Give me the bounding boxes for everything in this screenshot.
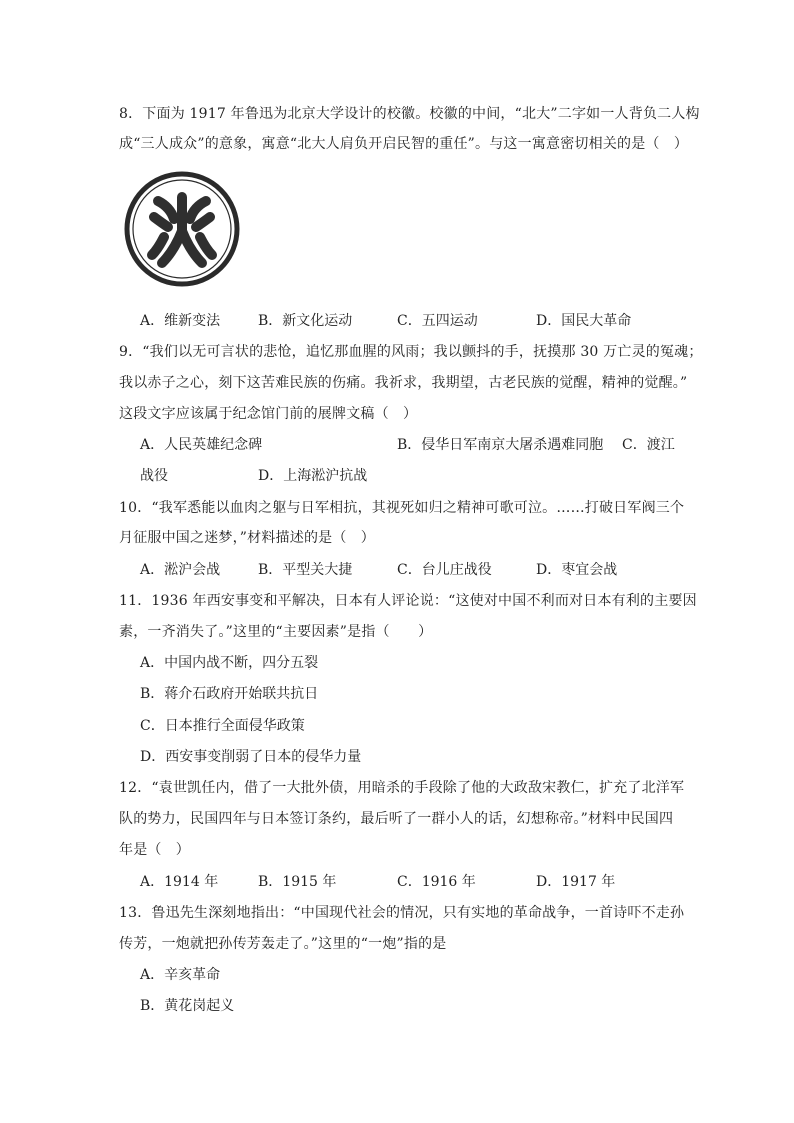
- q11-option-a: A．中国内战不断，四分五裂: [140, 655, 319, 671]
- q13-line-2: 传芳，一炮就把孙传芳轰走了。”这里的“一炮”指的是: [119, 936, 447, 952]
- q11-option-b: B．蒋介石政府开始联共抗日: [140, 686, 319, 702]
- q13-option-b: B．黄花岗起义: [140, 998, 235, 1014]
- q10-option-a: A．淞沪会战: [140, 562, 221, 578]
- q9-line-2: 我以赤子之心，刻下这苦难民族的伤痛。我祈求，我期望，古老民族的觉醒，精神的觉醒。”: [119, 375, 688, 391]
- q11-option-c: C．日本推行全面侵华政策: [140, 718, 305, 734]
- q9-option-b: B．侵华日军南京大屠杀遇难同胞: [397, 437, 604, 453]
- q8-line-1: 8．下面为 1917 年鲁迅为北京大学设计的校徽。校徽的中间，“北大”二字如一人背负二人构: [119, 106, 700, 122]
- q12-option-d: D．1917 年: [536, 874, 616, 890]
- q12-line-2: 队的势力，民国四年与日本签订条约，最后听了一群小人的话，幻想称帝。”材料中民国四: [119, 811, 674, 827]
- q8-option-b: B．新文化运动: [258, 313, 353, 329]
- q12-option-a: A．1914 年: [140, 874, 219, 890]
- q9-option-c: C．渡江: [622, 437, 675, 453]
- q13-line-1: 13．鲁迅先生深刻地指出：“中国现代社会的情况，只有实地的革命战争，一首诗吓不走孙: [119, 905, 685, 921]
- q9-option-a: A．人民英雄纪念碑: [140, 437, 263, 453]
- q9-line-1: 9．“我们以无可言状的悲怆，追忆那血腥的风雨；我以颤抖的手，抚摸那 30 万亡灵的冤魂；: [119, 344, 703, 360]
- q10-line-1: 10．“我军悉能以血肉之躯与日军相抗，其视死如归之精神可歌可泣。……打破日军阀三个: [119, 500, 685, 516]
- q11-option-d: D．西安事变削弱了日本的侵华力量: [140, 749, 362, 765]
- q9-option-c-cont: 战役: [140, 468, 168, 484]
- q8-line-2: 成“三人成众”的意象，寓意“北大人肩负开启民智的重任”。与这一寓意密切相关的是（ ）: [119, 136, 689, 152]
- q11-line-1: 11．1936 年西安事变和平解决，日本有人评论说：“这使对中国不利而对日本有利的主要因: [119, 593, 697, 609]
- peking-university-emblem: [124, 171, 240, 287]
- q12-option-c: C．1916 年: [397, 874, 476, 890]
- q12-option-b: B．1915 年: [258, 874, 337, 890]
- q10-option-c: C．台儿庄战役: [397, 562, 492, 578]
- q10-option-d: D．枣宜会战: [536, 562, 618, 578]
- q13-option-a: A．辛亥革命: [140, 967, 221, 983]
- q12-line-1: 12．“袁世凯任内，借了一大批外债，用暗杀的手段除了他的大政敌宋教仁，扩充了北洋军: [119, 780, 685, 796]
- q11-line-2: 素，一齐消失了。”这里的“主要因素”是指（ ）: [119, 624, 433, 640]
- q12-line-3: 年是（ ）: [119, 842, 190, 858]
- q9-option-d: D．上海淞沪抗战: [258, 468, 368, 484]
- q10-line-2: 月征服中国之迷梦，”材料描述的是（ ）: [119, 530, 375, 546]
- q8-option-c: C．五四运动: [397, 313, 478, 329]
- q8-option-d: D．国民大革命: [536, 313, 632, 329]
- q10-option-b: B．平型关大捷: [258, 562, 353, 578]
- q8-option-a: A．维新变法: [140, 313, 221, 329]
- q9-line-3: 这段文字应该属于纪念馆门前的展牌文稿（ ）: [119, 406, 418, 422]
